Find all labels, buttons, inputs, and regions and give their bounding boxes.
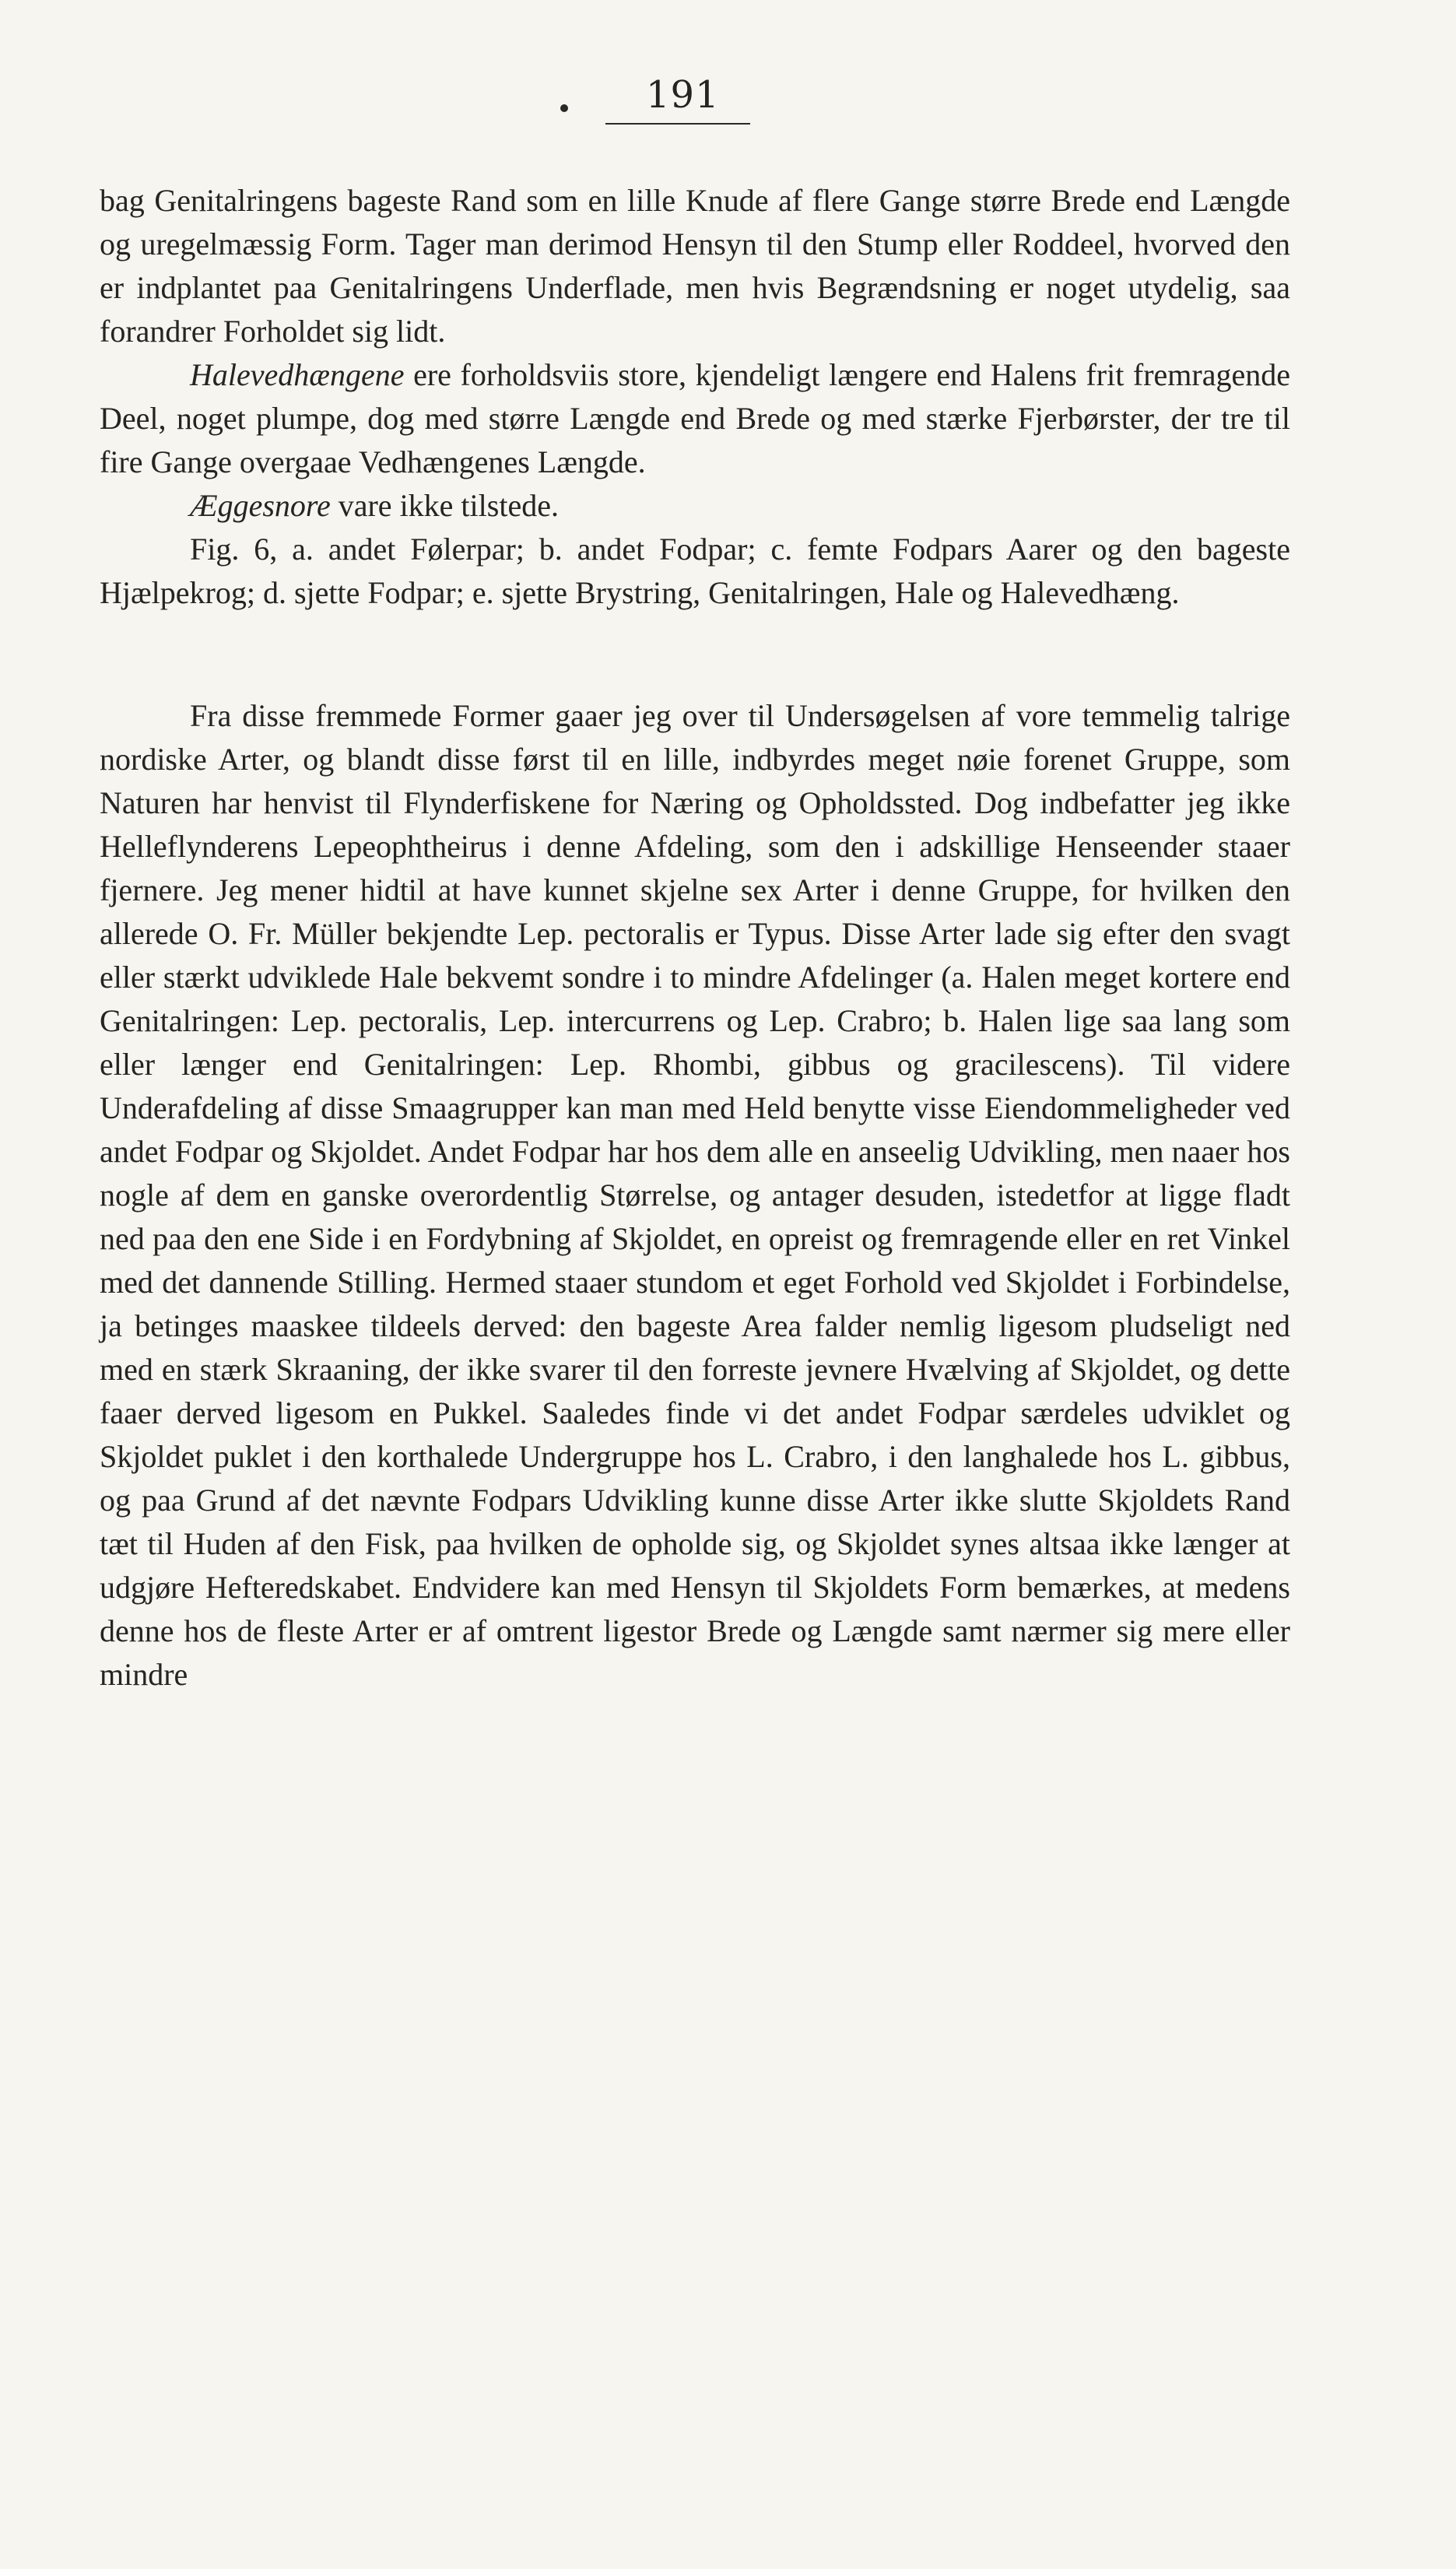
- paragraph-continuation: bag Genitalringens bageste Rand som en lille Knude af flere Gange større Brede end Længde og uregelmæssig Form. Tager man derimod Hensyn til den Stump eller Roddeel, hvorved den er indplantet paa Genitalringens Underflade, men hvis Begrændsning er noget utydelig, saa forandrer Forholdet sig lidt.: [100, 183, 1290, 349]
- header-dot: [560, 104, 568, 112]
- paragraph-main: Fra disse fremmede Former gaaer jeg over til Undersøgelsen af vore temmelig talrige nordiske Arter, og blandt disse først til en lille, indbyrdes meget nøie forenet Gruppe, som Naturen har henvist til Flynderfiskene for Næring og Opholdssted. Dog indbefatter jeg ikke Helleflynderens Lepeophtheirus i denne Afdeling, som den i adskillige Henseender staaer fjernere. Jeg mener hidtil at have kunnet skjelne sex Arter i denne Gruppe, for hvilken den allerede O. Fr. Müller bekjendte Lep. pectoralis er Typus. Disse Arter lade sig efter den svagt eller stærkt udviklede Hale bekvemt sondre i to mindre Afdelinger (a. Halen meget kortere end Genitalringen: Lep. pectoralis, Lep. intercurrens og Lep. Crabro; b. Halen lige saa lang som eller længer end Genitalringen: Lep. Rhombi, gibbus og gracilescens). Til videre Underafdeling af disse Smaagrupper kan man med Held benytte visse Eiendommeligheder ved andet Fodpar og Skjoldet. Andet Fodpar har hos dem alle en anseelig Udvikling, men naaer hos nogle af dem en ganske overordentlig Størrelse, og antager desuden, istedetfor at ligge fladt ned paa den ene Side i en Fordybning af Skjoldet, en opreist og fremragende eller en ret Vinkel med det dannende Stilling. Hermed staaer stundom et eget Forhold ved Skjoldet i Forbindelse, ja betinges maaskee tildeels derved: den bageste Area falder nemlig ligesom pludseligt ned med en stærk Skraaning, der ikke svarer til den forreste jevnere Hvælving af Skjoldet, og dette faaer derved ligesom en Pukkel. Saaledes finde vi det andet Fodpar særdeles udviklet og Skjoldet puklet i den korthalede Undergruppe hos L. Crabro, i den langhalede hos L. gibbus, og paa Grund af det nævnte Fodpars Udvikling kunne disse Arter ikke slutte Skjoldets Rand tæt til Huden af den Fisk, paa hvilken de opholde sig, og Skjoldet synes altsaa ikke længer at udgjøre Hefteredskabet. Endvidere kan med Hensyn til Skjoldets Form bemærkes, at medens denne hos de fleste Arter er af omtrent ligestor Brede og Længde samt nærmer sig mere eller mindre: [100, 698, 1290, 1692]
- paragraph-aeggesnore-text: vare ikke tilstede.: [330, 488, 559, 523]
- header-rule: [605, 123, 750, 125]
- term-aeggesnore: Æggesnore: [190, 488, 331, 523]
- body-text: [100, 179, 1290, 1697]
- paragraph-aeggesnore: [100, 484, 1290, 528]
- paragraph-halevedhaengene: [100, 353, 1290, 484]
- term-halevedhaengene: Halevedhængene: [190, 357, 405, 392]
- section-gap: [100, 615, 1290, 694]
- paragraph-halevedhaengene-text: ere forholdsviis store, kjendeligt længere end Halens frit fremragende Deel, noget plumpe, dog med større Længde end Brede og med stærke Fjerbørster, der tre til fire Gange overgaae Vedhængenes Længde.: [100, 357, 1290, 479]
- page-header: [545, 72, 763, 126]
- page-number: 191: [646, 73, 720, 117]
- figure-caption: Fig. 6, a. andet Følerpar; b. andet Fodpar; c. femte Fodpars Aarer og den bageste Hjælpekrog; d. sjette Fodpar; e. sjette Brystring, Genitalringen, Hale og Halevedhæng.: [100, 532, 1290, 610]
